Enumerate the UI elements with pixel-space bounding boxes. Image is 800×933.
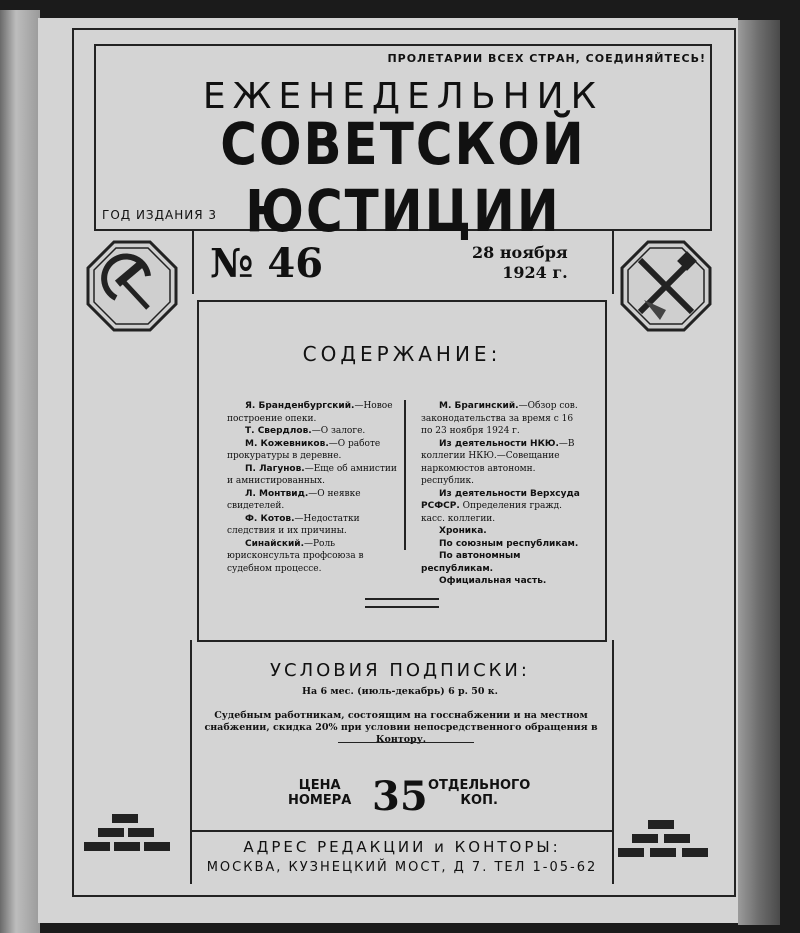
masthead-title-line1: ЕЖЕНЕДЕЛЬНИК — [202, 76, 604, 117]
contents-ornament-rule — [365, 598, 439, 608]
masthead — [94, 44, 712, 245]
issue-date-day: 28 ноября — [472, 243, 568, 262]
contents-entry: Л. Монтвид.—О неявке свидетелей. — [227, 488, 361, 511]
price-label-right: ОТДЕЛЬНОГО КОП. — [428, 778, 531, 808]
brick-ornament-right — [618, 818, 718, 868]
contents-entry: Из деятельности НКЮ.—В коллегии НКЮ.—Совещание наркомюстов автономн. республик. — [421, 438, 575, 486]
book-left-edge — [0, 10, 40, 933]
brick-ornament-left — [84, 812, 184, 862]
masthead-motto: ПРОЛЕТАРИИ ВСЕХ СТРАН, СОЕДИНЯЙТЕСЬ! — [387, 52, 706, 65]
issue-date-year: 1924 г. — [502, 263, 568, 282]
address-line1: АДРЕС РЕДАКЦИИ и КОНТОРЫ: — [243, 838, 561, 856]
publication-year: ГОД ИЗДАНИЯ 3 — [98, 208, 221, 222]
contents-entry: Я. Бранденбургский.—Новое построение опеки. — [227, 401, 393, 424]
masthead-title-line2: СОВЕТСКОЙ ЮСТИЦИИ — [220, 111, 586, 245]
subscription-rule — [338, 742, 474, 743]
contents-entry: Синайский.—Роль юрисконсульта профсоюза в судебном процессе. — [227, 538, 364, 574]
subscription-term: На 6 мес. (июль-декабрь) 6 р. 50 к. — [302, 686, 498, 697]
contents-entry: Из деятельности Верхсуда РСФСР. Определения гражд. касс. коллегии. — [421, 488, 580, 524]
contents-entry: Официальная часть. — [439, 576, 547, 586]
contents-column-divider — [404, 400, 406, 550]
contents-entry: Т. Свердлов.—О залоге. — [245, 426, 366, 436]
contents-frame — [197, 300, 607, 642]
contents-entry: М. Брагинский.—Обзор сов. законодательства за время с 16 по 23 ноября 1924 г. — [421, 401, 578, 436]
contents-entry: Ф. Котов.—Недостатки следствия и их причины. — [227, 513, 360, 536]
contents-entry: По союзным республикам. — [439, 538, 579, 549]
book-right-edge — [738, 20, 780, 925]
issue-date — [472, 243, 568, 283]
subscription-note: Судебным работникам, состоящим на госснабжении и на местном снабжении, скидка 20% при условии непосредственного обращения в Контору. — [204, 710, 598, 745]
contents-entry: По автономным республикам. — [421, 551, 521, 574]
crossed-swords-icon — [620, 240, 712, 332]
contents-title: СОДЕРЖАНИЕ: — [302, 342, 502, 366]
contents-entry: М. Кожевников.—О работе прокуратуры в деревне. — [227, 438, 381, 461]
contents-left-column — [227, 400, 399, 575]
price-value: 35 — [372, 773, 428, 820]
contents-right-column — [421, 400, 587, 588]
hammer-sickle-icon — [86, 240, 178, 332]
address-box — [190, 830, 614, 884]
price-label-left: ЦЕНА НОМЕРА — [288, 778, 352, 808]
subscription-title: УСЛОВИЯ ПОДПИСКИ: — [270, 660, 530, 681]
contents-entry: П. Лагунов.—Еще об амнистии и амнистированных. — [227, 463, 397, 486]
contents-entry: Хроника. — [439, 526, 487, 536]
issue-number: № 46 — [210, 240, 324, 287]
address-line2: МОСКВА, КУЗНЕЦКИЙ МОСТ, Д 7. ТЕЛ 1-05-62 — [206, 860, 598, 875]
